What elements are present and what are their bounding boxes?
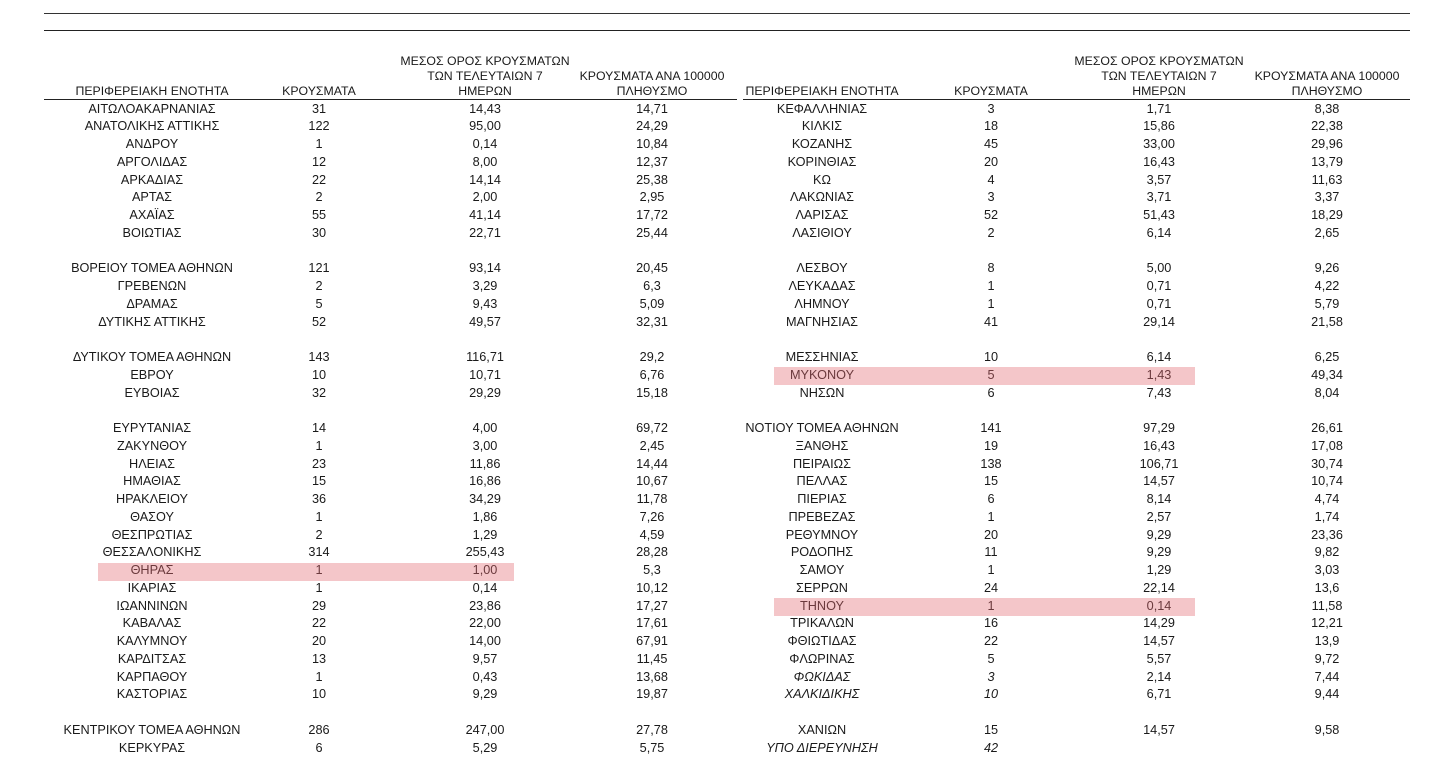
right-cell-cases: 4 (987, 172, 995, 187)
left-cell-avg: 9,57 (472, 651, 498, 666)
right-cell-name: ΛΗΜΝΟΥ (794, 296, 850, 311)
right-cell-per: 10,74 (1311, 474, 1343, 489)
left-cell-avg: 16,86 (469, 474, 501, 489)
right-cell-name: ΣΕΡΡΩΝ (796, 580, 848, 595)
left-cell-name: ΓΡΕΒΕΝΩΝ (117, 279, 187, 293)
left-cell-name: ΕΥΡΥΤΑΝΙΑΣ (112, 421, 192, 435)
left-cell-per: 5,3 (643, 563, 661, 577)
right-cell-per: 13,6 (1314, 580, 1340, 595)
left-cell-per: 29,2 (639, 350, 665, 364)
left-cell-avg: 1,86 (472, 509, 498, 524)
right-cell-per: 17,08 (1311, 438, 1343, 453)
left-cell-name: ΚΑΣΤΟΡΙΑΣ (116, 687, 188, 702)
left-cell-per: 27,78 (636, 722, 668, 737)
left-cell-cases: 15 (311, 474, 327, 489)
left-cell-name: ΑΡΚΑΔΙΑΣ (120, 172, 184, 187)
right-cell-per: 26,61 (1311, 421, 1343, 435)
right-cell-avg: 5,00 (1146, 261, 1172, 276)
right-cell-name: ΠΕΙΡΑΙΩΣ (793, 456, 851, 471)
right-cell-per: 9,44 (1314, 687, 1340, 702)
left-header-region: ΠΕΡΙΦΕΡΕΙΑΚΗ ΕΝΟΤΗΤΑ (75, 84, 229, 98)
right-cell-per: 23,36 (1311, 527, 1343, 542)
left-cell-name: ΑΝΑΤΟΛΙΚΗΣ ΑΤΤΙΚΗΣ (84, 119, 220, 134)
left-cell-per: 10,84 (636, 137, 668, 151)
left-cell-avg: 0,43 (472, 669, 498, 684)
left-cell-per: 12,37 (636, 154, 668, 169)
right-cell-name: ΧΑΝΙΩΝ (797, 722, 847, 737)
right-cell-name: ΛΕΣΒΟΥ (796, 261, 848, 276)
right-header-per100k: ΚΡΟΥΣΜΑΤΑ ΑΝΑ 100000 ΠΛΗΘΥΣΜΟ (1254, 69, 1400, 98)
left-cell-per: 10,12 (636, 580, 668, 595)
left-cell-cases: 36 (311, 492, 327, 506)
left-cell-name: ΚΑΡΠΑΘΟΥ (116, 669, 188, 684)
right-cell-per: 11,63 (1311, 172, 1343, 187)
right-cell-per: 4,74 (1314, 492, 1340, 506)
right-cell-name: ΝΗΣΩΝ (799, 385, 845, 400)
left-cell-name: ΗΜΑΘΙΑΣ (123, 474, 181, 489)
left-cell-name: ΔΥΤΙΚΗΣ ΑΤΤΙΚΗΣ (98, 314, 206, 329)
right-cell-name: ΞΑΝΘΗΣ (795, 438, 849, 453)
right-cell-name: ΛΑΚΩΝΙΑΣ (790, 190, 854, 205)
right-cell-per: 9,72 (1314, 651, 1340, 666)
right-cell-avg: 6,14 (1146, 350, 1172, 364)
left-cell-name: ΚΑΒΑΛΑΣ (122, 616, 182, 631)
right-cell-per: 2,65 (1314, 225, 1340, 240)
right-cell-avg: 0,71 (1146, 296, 1172, 311)
right-cell-name: ΣΑΜΟΥ (799, 563, 845, 577)
left-cell-name: ΑΡΤΑΣ (131, 190, 173, 205)
right-cell-cases: 16 (983, 616, 999, 631)
left-cell-avg: 5,29 (472, 740, 498, 755)
left-cell-name: ΒΟΡΕΙΟΥ ΤΟΜΕΑ ΑΘΗΝΩΝ (71, 261, 233, 276)
left-cell-per: 11,45 (636, 651, 668, 666)
left-cell-per: 17,61 (636, 616, 668, 631)
right-cell-avg: 1,43 (1146, 367, 1172, 382)
left-cell-avg: 34,29 (469, 492, 501, 506)
left-cell-cases: 23 (311, 456, 327, 471)
left-cell-name: ΘΗΡΑΣ (130, 563, 174, 577)
left-cell-avg: 14,00 (469, 634, 501, 648)
right-cell-avg: 22,14 (1143, 580, 1175, 595)
left-cell-avg: 4,00 (472, 421, 498, 435)
right-cell-avg: 9,29 (1146, 545, 1172, 560)
right-cell-cases: 6 (987, 492, 995, 506)
left-cell-per: 7,26 (639, 509, 665, 524)
right-cell-per: 5,79 (1314, 296, 1340, 311)
left-cell-per: 4,59 (639, 527, 665, 542)
left-cell-name: ΑΝΔΡΟΥ (125, 137, 179, 151)
left-cell-avg: 3,00 (472, 438, 498, 453)
left-cell-cases: 122 (308, 119, 330, 134)
right-cell-cases: 20 (983, 154, 999, 169)
left-cell-per: 20,45 (636, 261, 668, 276)
left-cell-cases: 55 (311, 208, 327, 222)
left-cell-name: ΘΑΣΟΥ (130, 509, 174, 524)
right-cell-name: ΝΟΤΙΟΥ ΤΟΜΕΑ ΑΘΗΝΩΝ (745, 421, 899, 435)
left-cell-avg: 0,14 (472, 137, 498, 151)
left-cell-per: 5,75 (639, 740, 665, 755)
right-cell-avg: 97,29 (1143, 421, 1175, 435)
left-cell-avg: 255,43 (465, 545, 505, 560)
left-cell-avg: 41,14 (469, 208, 501, 222)
right-cell-per: 9,26 (1314, 261, 1340, 276)
left-cell-cases: 1 (315, 563, 323, 577)
left-cell-avg: 3,29 (472, 279, 498, 293)
right-cell-per: 12,21 (1311, 616, 1343, 631)
right-cell-avg: 0,14 (1146, 598, 1172, 613)
left-cell-name: ΔΡΑΜΑΣ (126, 296, 178, 311)
left-cell-cases: 2 (315, 279, 323, 293)
right-cell-per: 1,74 (1314, 509, 1340, 524)
left-cell-per: 17,27 (636, 598, 668, 613)
right-cell-name: ΦΩΚΙΔΑΣ (793, 669, 851, 684)
right-cell-cases: 138 (980, 456, 1002, 471)
right-cell-name: ΛΑΡΙΣΑΣ (795, 208, 849, 222)
left-cell-per: 14,71 (636, 101, 668, 116)
left-cell-per: 69,72 (636, 421, 668, 435)
left-cell-per: 2,45 (639, 438, 665, 453)
right-cell-per: 3,37 (1314, 190, 1340, 205)
left-cell-cases: 12 (311, 154, 327, 169)
right-cell-cases: 41 (983, 314, 999, 329)
right-cell-avg: 1,29 (1146, 563, 1172, 577)
right-cell-cases: 3 (987, 101, 995, 116)
right-cell-avg: 14,29 (1143, 616, 1175, 631)
right-cell-name: ΜΕΣΣΗΝΙΑΣ (785, 350, 859, 364)
right-cell-avg: 16,43 (1143, 154, 1175, 169)
right-cell-name: ΡΟΔΟΠΗΣ (790, 545, 854, 560)
right-cell-per: 3,03 (1314, 563, 1340, 577)
right-cell-avg: 29,14 (1143, 314, 1175, 329)
left-cell-per: 10,67 (636, 474, 668, 489)
left-cell-avg: 22,71 (469, 225, 501, 240)
right-cell-name: ΤΡΙΚΑΛΩΝ (790, 616, 854, 631)
left-cell-cases: 29 (311, 598, 327, 613)
right-cell-per: 21,58 (1311, 314, 1343, 329)
left-cell-avg: 22,00 (469, 616, 501, 631)
left-cell-avg: 10,71 (469, 367, 501, 382)
right-cell-avg: 7,43 (1146, 385, 1172, 400)
left-header-cases: ΚΡΟΥΣΜΑΤΑ (282, 84, 356, 98)
right-cell-name: ΜΑΓΝΗΣΙΑΣ (785, 314, 859, 329)
left-cell-per: 15,18 (636, 385, 668, 400)
left-cell-cases: 314 (308, 545, 330, 560)
left-cell-cases: 1 (315, 580, 323, 595)
left-cell-per: 6,3 (643, 279, 661, 293)
left-cell-name: ΚΕΝΤΡΙΚΟΥ ΤΟΜΕΑ ΑΘΗΝΩΝ (63, 722, 241, 737)
left-cell-cases: 1 (315, 669, 323, 684)
right-header-avg7: ΜΕΣΟΣ ΟΡΟΣ ΚΡΟΥΣΜΑΤΩΝ ΤΩΝ ΤΕΛΕΥΤΑΙΩΝ 7 ΗΜΕΡΩΝ (1074, 54, 1244, 98)
left-cell-name: ΕΒΡΟΥ (130, 367, 174, 382)
left-cell-cases: 20 (311, 634, 327, 648)
right-cell-cases: 10 (983, 687, 999, 702)
left-cell-per: 67,91 (636, 634, 668, 648)
left-cell-avg: 95,00 (469, 119, 501, 134)
right-cell-per: 18,29 (1311, 208, 1343, 222)
right-cell-avg: 6,14 (1146, 225, 1172, 240)
left-cell-name: ΖΑΚΥΝΘΟΥ (116, 438, 188, 453)
right-cell-cases: 5 (987, 367, 995, 382)
right-cell-name: ΚΙΛΚΙΣ (801, 119, 843, 134)
left-cell-avg: 116,71 (466, 350, 504, 364)
left-header-per100k: ΚΡΟΥΣΜΑΤΑ ΑΝΑ 100000 ΠΛΗΘΥΣΜΟ (579, 69, 725, 98)
left-cell-avg: 9,43 (472, 296, 498, 311)
right-cell-avg: 5,57 (1146, 651, 1172, 666)
right-cell-avg: 2,14 (1146, 669, 1172, 684)
top-rule (44, 13, 1410, 14)
right-cell-cases: 11 (984, 545, 998, 560)
left-cell-cases: 1 (315, 137, 323, 151)
left-cell-cases: 14 (311, 421, 327, 435)
left-cell-name: ΗΛΕΙΑΣ (129, 456, 175, 471)
left-cell-name: ΗΡΑΚΛΕΙΟΥ (116, 492, 188, 506)
right-cell-cases: 1 (987, 279, 995, 293)
left-cell-per: 2,95 (639, 190, 665, 205)
left-cell-name: ΙΩΑΝΝΙΝΩΝ (116, 598, 188, 613)
left-cell-name: ΑΡΓΟΛΙΔΑΣ (116, 154, 188, 169)
left-cell-avg: 93,14 (469, 261, 501, 276)
right-cell-name: ΚΟΡΙΝΘΙΑΣ (787, 154, 857, 169)
left-cell-cases: 31 (311, 101, 327, 116)
left-cell-per: 19,87 (636, 687, 668, 702)
right-cell-name: ΦΛΩΡΙΝΑΣ (789, 651, 855, 666)
left-cell-name: ΕΥΒΟΙΑΣ (124, 385, 180, 400)
right-cell-cases: 8 (987, 261, 995, 276)
right-cell-name: ΜΥΚΟΝΟΥ (789, 367, 855, 382)
right-cell-cases: 18 (983, 119, 999, 134)
right-cell-avg: 0,71 (1146, 279, 1172, 293)
right-cell-name: ΠΕΛΛΑΣ (796, 474, 848, 489)
left-cell-cases: 1 (315, 438, 323, 453)
left-cell-per: 25,44 (636, 225, 668, 240)
right-cell-cases: 15 (983, 474, 999, 489)
left-cell-per: 11,78 (636, 492, 668, 506)
left-cell-name: ΒΟΙΩΤΙΑΣ (122, 225, 182, 240)
right-header-region: ΠΕΡΙΦΕΡΕΙΑΚΗ ΕΝΟΤΗΤΑ (745, 84, 899, 98)
left-cell-per: 6,76 (639, 367, 665, 382)
right-cell-name: ΠΙΕΡΙΑΣ (797, 492, 847, 506)
left-cell-per: 32,31 (636, 314, 668, 329)
right-cell-per: 7,44 (1314, 669, 1340, 684)
right-cell-avg: 16,43 (1143, 438, 1175, 453)
right-cell-cases: 1 (987, 598, 995, 613)
right-cell-per: 9,58 (1314, 722, 1340, 737)
right-cell-per: 13,79 (1311, 154, 1343, 169)
right-cell-avg: 2,57 (1146, 509, 1172, 524)
left-cell-cases: 6 (315, 740, 323, 755)
right-cell-avg: 15,86 (1143, 119, 1175, 134)
left-cell-cases: 143 (308, 350, 330, 364)
right-cell-cases: 19 (983, 438, 999, 453)
right-cell-avg: 51,43 (1143, 208, 1175, 222)
right-cell-cases: 1 (987, 563, 995, 577)
right-cell-cases: 22 (983, 634, 999, 648)
right-cell-name: ΛΕΥΚΑΔΑΣ (788, 279, 856, 293)
right-cell-per: 22,38 (1311, 119, 1343, 134)
right-cell-per: 9,82 (1314, 545, 1340, 560)
left-cell-avg: 9,29 (472, 687, 498, 702)
right-cell-avg: 8,14 (1146, 492, 1172, 506)
right-cell-avg: 9,29 (1146, 527, 1172, 542)
right-cell-name: ΚΟΖΑΝΗΣ (791, 137, 853, 151)
left-cell-per: 25,38 (636, 172, 668, 187)
left-cell-avg: 247,00 (465, 722, 505, 737)
left-cell-per: 17,72 (636, 208, 668, 222)
right-cell-cases: 6 (987, 385, 995, 400)
left-cell-per: 5,09 (639, 296, 665, 311)
right-cell-avg: 6,71 (1146, 687, 1172, 702)
right-cell-per: 8,04 (1314, 385, 1340, 400)
left-cell-cases: 13 (311, 651, 327, 666)
header-top-rule (44, 30, 1410, 31)
right-cell-name: ΚΕΦΑΛΛΗΝΙΑΣ (776, 101, 868, 116)
right-cell-per: 4,22 (1314, 279, 1340, 293)
left-cell-avg: 49,57 (469, 314, 501, 329)
left-cell-per: 13,68 (636, 669, 668, 684)
left-cell-avg: 11,86 (469, 456, 501, 471)
left-cell-cases: 22 (311, 172, 327, 187)
left-cell-avg: 1,00 (472, 563, 498, 577)
right-cell-name: ΥΠΟ ΔΙΕΡΕΥΝΗΣΗ (766, 740, 878, 755)
left-cell-name: ΙΚΑΡΙΑΣ (127, 580, 177, 595)
right-cell-per: 30,74 (1311, 456, 1343, 471)
left-cell-name: ΘΕΣΣΑΛΟΝΙΚΗΣ (102, 545, 202, 560)
right-header-cases: ΚΡΟΥΣΜΑΤΑ (954, 84, 1028, 98)
right-cell-avg: 106,71 (1139, 456, 1179, 471)
right-cell-per: 13,9 (1314, 634, 1340, 648)
left-cell-name: ΚΕΡΚΥΡΑΣ (118, 740, 186, 755)
left-cell-cases: 121 (308, 261, 330, 276)
left-cell-name: ΚΑΛΥΜΝΟΥ (116, 634, 188, 648)
left-cell-cases: 32 (311, 385, 327, 400)
right-cell-avg: 14,57 (1143, 474, 1175, 489)
right-cell-name: ΦΘΙΩΤΙΔΑΣ (787, 634, 857, 648)
right-cell-name: ΚΩ (813, 172, 831, 187)
right-cell-cases: 2 (987, 225, 995, 240)
left-cell-name: ΔΥΤΙΚΟΥ ΤΟΜΕΑ ΑΘΗΝΩΝ (72, 350, 232, 364)
left-cell-cases: 286 (308, 722, 330, 737)
left-cell-cases: 10 (311, 687, 327, 702)
left-cell-cases: 2 (315, 527, 323, 542)
right-cell-name: ΡΕΘΥΜΝΟΥ (785, 527, 859, 542)
right-cell-avg: 1,71 (1146, 101, 1172, 116)
right-cell-avg: 14,57 (1143, 722, 1175, 737)
left-cell-avg: 14,43 (469, 101, 501, 116)
right-cell-cases: 42 (983, 740, 999, 755)
left-cell-avg: 0,14 (472, 580, 498, 595)
right-cell-avg: 3,57 (1146, 172, 1172, 187)
left-cell-per: 28,28 (636, 545, 668, 560)
left-cell-name: ΑΧΑΪΑΣ (129, 208, 175, 222)
left-cell-name: ΘΕΣΠΡΩΤΙΑΣ (111, 527, 193, 542)
right-cell-cases: 141 (980, 421, 1002, 435)
right-cell-avg: 14,57 (1143, 634, 1175, 648)
right-cell-name: ΧΑΛΚΙΔΙΚΗΣ (784, 687, 860, 702)
left-cell-avg: 1,29 (472, 527, 498, 542)
left-cell-name: ΑΙΤΩΛΟΑΚΑΡΝΑΝΙΑΣ (88, 101, 216, 116)
right-cell-per: 11,58 (1311, 598, 1343, 613)
left-cell-name: ΚΑΡΔΙΤΣΑΣ (117, 651, 187, 666)
right-cell-cases: 24 (983, 580, 999, 595)
left-cell-cases: 10 (311, 367, 327, 382)
right-cell-name: ΠΡΕΒΕΖΑΣ (788, 509, 856, 524)
left-cell-cases: 22 (311, 616, 327, 631)
right-cell-per: 49,34 (1311, 367, 1343, 382)
left-cell-avg: 2,00 (472, 190, 498, 205)
right-cell-per: 8,38 (1314, 101, 1340, 116)
right-cell-cases: 45 (983, 137, 999, 151)
left-cell-cases: 52 (311, 314, 327, 329)
right-cell-cases: 1 (987, 296, 995, 311)
right-cell-name: ΤΗΝΟΥ (800, 598, 844, 613)
right-cell-cases: 5 (987, 651, 995, 666)
left-cell-avg: 23,86 (469, 598, 501, 613)
right-cell-cases: 15 (983, 722, 999, 737)
right-cell-avg: 3,71 (1146, 190, 1172, 205)
left-cell-avg: 8,00 (472, 154, 498, 169)
right-cell-name: ΛΑΣΙΘΙΟΥ (792, 225, 852, 240)
left-cell-cases: 30 (311, 225, 327, 240)
right-cell-per: 29,96 (1311, 137, 1343, 151)
left-cell-per: 24,29 (636, 119, 668, 134)
left-cell-cases: 5 (315, 296, 323, 311)
left-cell-per: 14,44 (636, 456, 668, 471)
right-cell-cases: 20 (983, 527, 999, 542)
right-cell-avg: 33,00 (1143, 137, 1175, 151)
right-cell-cases: 52 (983, 208, 999, 222)
left-cell-avg: 14,14 (469, 172, 501, 187)
left-cell-cases: 2 (315, 190, 323, 205)
right-cell-cases: 10 (983, 350, 999, 364)
right-cell-per: 6,25 (1314, 350, 1340, 364)
left-header-avg7: ΜΕΣΟΣ ΟΡΟΣ ΚΡΟΥΣΜΑΤΩΝ ΤΩΝ ΤΕΛΕΥΤΑΙΩΝ 7 ΗΜΕΡΩΝ (400, 54, 570, 98)
left-cell-avg: 29,29 (469, 385, 501, 400)
right-cell-cases: 3 (987, 190, 995, 205)
right-cell-cases: 1 (987, 509, 995, 524)
right-cell-cases: 3 (987, 669, 995, 684)
left-cell-cases: 1 (315, 509, 323, 524)
